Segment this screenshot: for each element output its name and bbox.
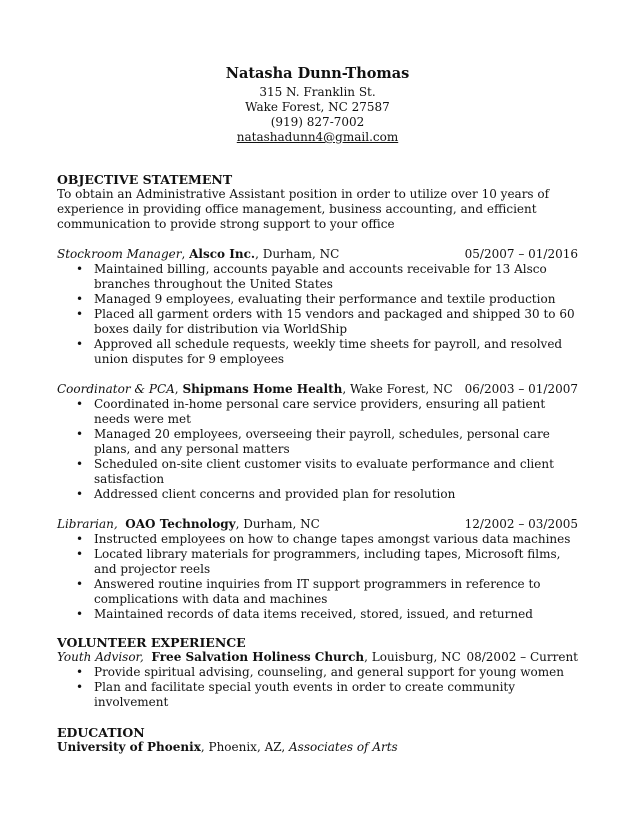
bullet-icon: •: [76, 262, 84, 276]
contact-header: [57, 64, 578, 145]
company-name: Alsco Inc.: [189, 247, 256, 261]
address-line-1: 315 N. Franklin St.: [259, 85, 376, 99]
volunteer-heading: VOLUNTEER EXPERIENCE: [57, 635, 246, 650]
address-line-2: Wake Forest, NC 27587: [245, 100, 390, 114]
resume-page: [57, 64, 578, 755]
job-location: , Durham, NC: [255, 247, 340, 261]
job-duties-list: [57, 397, 578, 502]
job-location: , Wake Forest, NC: [342, 382, 453, 396]
list-item: • Managed 20 employees, overseeing their payroll, schedules, personal care plans, and any personal matters: [76, 427, 550, 456]
bullet-icon: •: [76, 397, 84, 411]
job-entry: [57, 517, 578, 622]
job-header: [57, 517, 578, 532]
job-duties-list: [57, 262, 578, 367]
phone-number: (919) 827-7002: [270, 115, 365, 129]
education-heading: EDUCATION: [57, 725, 145, 740]
job-title: Stockroom Manager: [57, 247, 182, 261]
education-section: [57, 725, 578, 755]
job-header: Stockroom Manager, Alsco Inc., Durham, NC 05/2007 – 01/2016: [57, 247, 578, 261]
company-name: Shipmans Home Health: [182, 382, 343, 396]
organization-name: Free Salvation Holiness Church: [151, 650, 365, 664]
bullet-icon: •: [76, 665, 84, 679]
list-item: • Maintained records of data items received, stored, issued, and returned: [76, 607, 533, 621]
bullet-icon: •: [76, 680, 84, 694]
list-item: • Provide spiritual advising, counseling, and general support for young women: [76, 665, 564, 679]
bullet-icon: •: [76, 532, 84, 546]
bullet-icon: •: [76, 427, 84, 441]
job-title: Librarian,: [57, 517, 118, 531]
bullet-icon: •: [76, 487, 84, 501]
volunteer-title: Youth Advisor,: [57, 650, 144, 664]
degree-name: Associates of Arts: [289, 740, 398, 754]
volunteer-duties-list: [57, 665, 578, 710]
bullet-icon: •: [76, 337, 84, 351]
list-item: • Located library materials for programmers, including tapes, Microsoft films, and projector reels: [76, 547, 561, 576]
objective-text: To obtain an Administrative Assistant position in order to utilize over 10 years of experience in providing office management, business accounting, and efficient communication to provide strong support to your office: [57, 187, 550, 231]
school-location: , Phoenix, AZ,: [200, 740, 290, 754]
job-location: , Durham, NC: [235, 517, 320, 531]
list-item: • Scheduled on-site client customer visits to evaluate performance and client satisfaction: [76, 457, 554, 486]
email-link[interactable]: natashadunn4@gmail.com: [236, 130, 399, 144]
bullet-icon: •: [76, 292, 84, 306]
volunteer-dates: 08/2002 – Current: [466, 650, 578, 664]
bullet-icon: •: [76, 457, 84, 471]
job-title: Coordinator & PCA: [57, 382, 175, 396]
list-item: • Maintained billing, accounts payable and accounts receivable for 13 Alsco branches throughout the United States: [76, 262, 547, 291]
list-item: • Plan and facilitate special youth events in order to create community involvement: [76, 680, 516, 709]
list-item: • Instructed employees on how to change tapes amongst various data machines: [76, 532, 571, 546]
education-entry: [57, 740, 578, 755]
bullet-icon: •: [76, 577, 84, 591]
job-duties-list: [57, 532, 578, 622]
list-item: • Managed 9 employees, evaluating their performance and textile production: [76, 292, 556, 306]
job-dates: 05/2007 – 01/2016: [464, 247, 578, 261]
volunteer-section: [57, 635, 578, 710]
bullet-icon: •: [76, 607, 84, 621]
job-entry: [57, 247, 578, 367]
bullet-icon: •: [76, 307, 84, 321]
list-item: • Answered routine inquiries from IT support programmers in reference to complications with data and machines: [76, 577, 541, 606]
school-name: University of Phoenix: [57, 740, 201, 754]
list-item: • Addressed client concerns and provided plan for resolution: [76, 487, 456, 501]
company-name: OAO Technology: [125, 517, 236, 531]
objective-section: [57, 172, 578, 232]
list-item: • Coordinated in-home personal care service providers, ensuring all patient needs were met: [76, 397, 546, 426]
job-dates: 12/2002 – 03/2005: [464, 517, 578, 531]
list-item: • Placed all garment orders with 15 vendors and packaged and shipped 30 to 60 boxes daily for distribution via WorldShip: [76, 307, 575, 336]
job-header: Coordinator & PCA, Shipmans Home Health, Wake Forest, NC 06/2003 – 01/2007: [57, 382, 578, 396]
applicant-name: Natasha Dunn-Thomas: [225, 65, 410, 82]
volunteer-location: , Louisburg, NC: [364, 650, 461, 664]
objective-heading: OBJECTIVE STATEMENT: [57, 172, 233, 187]
list-item: • Approved all schedule requests, weekly time sheets for payroll, and resolved union disputes for 9 employees: [76, 337, 563, 366]
job-dates: 06/2003 – 01/2007: [464, 382, 578, 396]
bullet-icon: •: [76, 547, 84, 561]
job-entry: [57, 382, 578, 502]
volunteer-header: [57, 650, 578, 665]
